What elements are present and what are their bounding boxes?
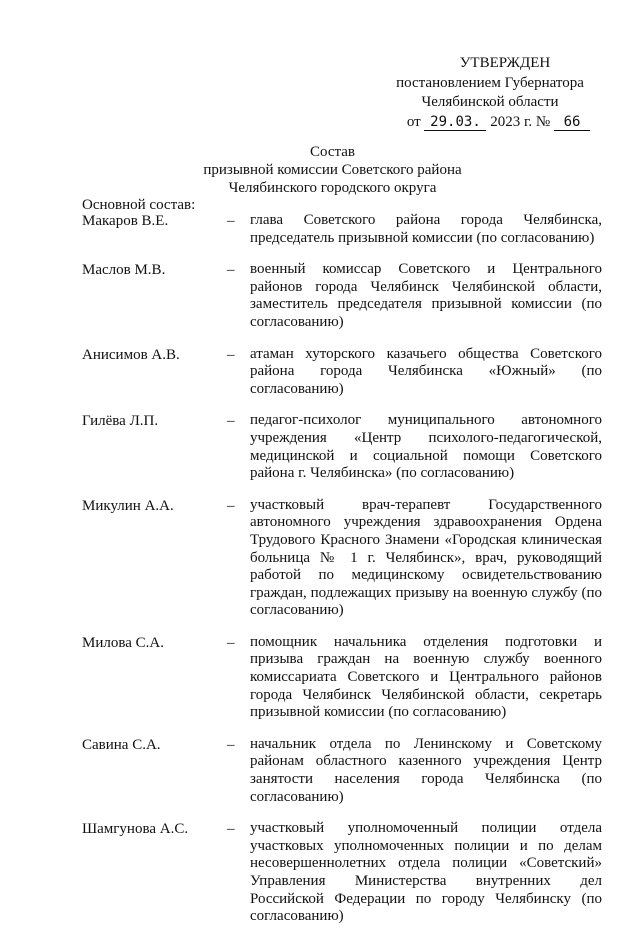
member-name: Милова С.А. bbox=[82, 634, 164, 651]
member-role: участковый врач-терапевт Государственного автономного учреждения здравоохранения Ордена Трудового Красного Знамени «Городская клиническая больница № 1 г. Челябинск», врач, руководящий работой по медицинскому освидетельствованию граждан, подлежащих призыву на военную службу (по согласованию) bbox=[250, 496, 602, 619]
approved-heading: УТВЕРЖДЕН bbox=[459, 55, 551, 71]
main-composition-label: Основной состав: bbox=[82, 197, 196, 213]
member-row bbox=[82, 497, 602, 620]
title-line-1: Состав bbox=[309, 144, 355, 160]
member-role: атаман хуторского казачьего общества Советского района города Челябинска «Южный» (по согласованию) bbox=[250, 345, 602, 397]
member-name: Анисимов А.В. bbox=[82, 346, 180, 363]
year-suffix: 2023 г. № bbox=[490, 113, 551, 130]
member-dash: – bbox=[227, 634, 235, 651]
member-row bbox=[82, 412, 602, 482]
member-dash: – bbox=[227, 413, 235, 430]
member-dash: – bbox=[227, 262, 235, 279]
approval-block bbox=[380, 54, 600, 132]
decree-line-1: постановлением Губернатора bbox=[396, 74, 584, 91]
decree-line-2: Челябинской области bbox=[421, 94, 559, 110]
member-role: глава Советского района города Челябинска, председатель призывной комиссии (по согласованию) bbox=[250, 212, 602, 246]
member-dash: – bbox=[227, 736, 235, 753]
member-dash: – bbox=[227, 346, 235, 363]
decree-date-line bbox=[380, 113, 600, 133]
member-row bbox=[82, 820, 602, 926]
member-row bbox=[82, 212, 602, 247]
from-prefix: от bbox=[406, 113, 421, 130]
document-title bbox=[170, 143, 495, 197]
title-line-3: Челябинского городского округа bbox=[228, 180, 437, 196]
member-name: Микулин А.А. bbox=[82, 497, 174, 514]
member-row bbox=[82, 346, 602, 399]
member-row bbox=[82, 736, 602, 806]
decree-number: 66 bbox=[554, 115, 590, 131]
decree-date: 29.03. bbox=[424, 115, 486, 131]
members-list bbox=[82, 212, 602, 940]
member-row bbox=[82, 261, 602, 331]
member-dash: – bbox=[227, 821, 235, 838]
member-role: помощник начальника отделения подготовки и призыва граждан на военную службу военного комиссариата Советского и Центрального районов города Челябинск Челябинской области, секретарь призывной комиссии (по согласованию) bbox=[250, 633, 602, 721]
member-dash: – bbox=[227, 497, 235, 514]
member-role: участковый уполномоченный полиции отдела участковых уполномоченных полиции и по делам несовершеннолетних отдела полиции «Советский» Управления Министерства внутренних дел Российской Федерации по городу Челябинску (по согласованию) bbox=[250, 820, 602, 925]
member-row bbox=[82, 634, 602, 722]
member-name: Гилёва Л.П. bbox=[82, 413, 159, 430]
member-role: военный комиссар Советского и Центрального районов города Челябинск Челябинской области, заместитель председателя призывной комиссии (по согласованию) bbox=[250, 261, 602, 330]
member-name: Макаров В.Е. bbox=[82, 213, 169, 229]
member-name: Шамгунова А.С. bbox=[82, 821, 189, 838]
member-role: начальник отдела по Ленинскому и Советскому районам областного казенного учреждения Центр занятости населения города Челябинска (по согласованию) bbox=[250, 735, 602, 805]
title-line-2: призывной комиссии Советского района bbox=[203, 162, 462, 178]
member-name: Савина С.А. bbox=[82, 736, 161, 753]
member-role: педагог-психолог муниципального автономного учреждения «Центр психолого-педагогической, медицинской и социальной помощи Советского района г. Челябинска» (по согласованию) bbox=[250, 412, 602, 482]
member-name: Маслов М.В. bbox=[82, 262, 166, 279]
member-dash: – bbox=[227, 213, 235, 229]
